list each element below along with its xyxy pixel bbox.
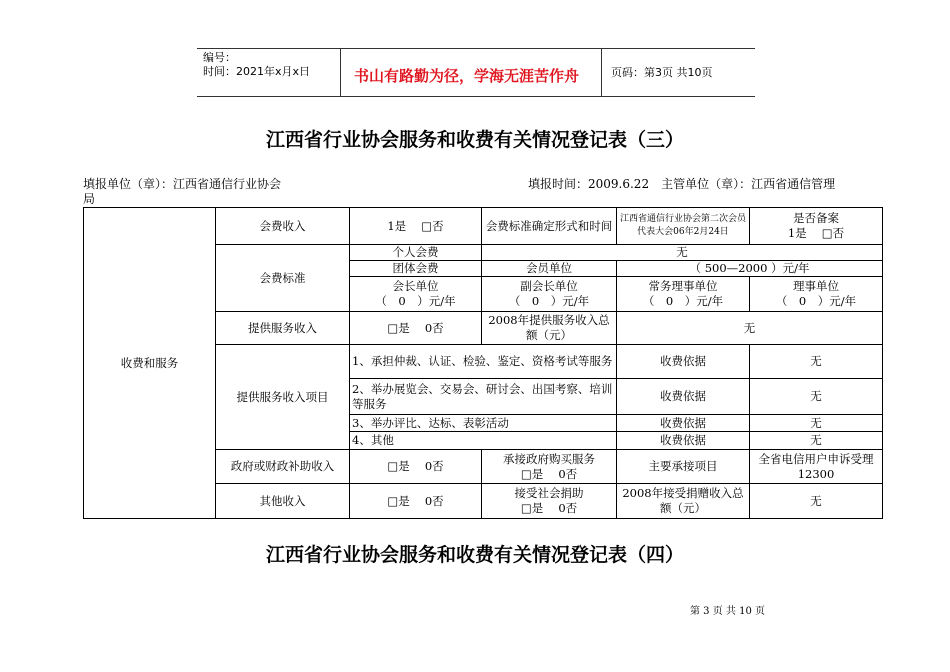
service-item-1-basis-label: 收费依据 xyxy=(617,345,750,379)
service-items-label: 提供服务收入项目 xyxy=(216,345,350,450)
gov-purchase-label: 承接政府购买服务 xyxy=(503,451,595,466)
executive-director-unit xyxy=(617,277,750,312)
individual-fee-value: 无 xyxy=(482,245,883,261)
service-income-choice[interactable]: □是 0否 xyxy=(350,312,482,345)
service-item-2: 2、举办展览会、交易会、研讨会、出国考察、培训等服务 xyxy=(350,379,617,415)
social-donation-label: 接受社会捐助 xyxy=(514,486,584,500)
president-unit xyxy=(350,277,482,312)
gov-subsidy-choice[interactable]: □是 0否 xyxy=(350,450,482,484)
executive-director-unit-value: （ 0 ）元/年 xyxy=(642,294,724,308)
gov-purchase xyxy=(482,450,617,484)
service-item-2-basis: 无 xyxy=(750,379,883,415)
service-income-total-label: 2008年提供服务收入总额（元） xyxy=(482,312,617,345)
service-income-label: 提供服务收入 xyxy=(216,312,350,345)
registration-table xyxy=(83,207,883,519)
director-unit-value: （ 0 ）元/年 xyxy=(775,294,857,308)
group-fee-label: 团体会费 xyxy=(350,261,482,277)
form-title-3: 江西省行业协会服务和收费有关情况登记表（三） xyxy=(265,129,684,151)
section-label: 收费和服务 xyxy=(84,208,216,519)
donation-total-label: 2008年接受捐赠收入总额（元） xyxy=(617,484,750,519)
filing-status-label: 是否备案 xyxy=(793,211,839,225)
document-number: 编号： xyxy=(203,51,236,64)
service-income-total-value: 无 xyxy=(617,312,883,345)
fee-standard-label: 会费标准 xyxy=(216,245,350,312)
service-item-2-basis-label: 收费依据 xyxy=(617,379,750,415)
main-project-value: 全省电信用户申诉受理 12300 xyxy=(750,450,883,484)
membership-income-label: 会费收入 xyxy=(216,208,350,245)
filing-time-supervisor: 填报时间：2009.6.22 主管单位（章）：江西省通信管理 xyxy=(528,177,836,191)
president-unit-value: （ 0 ）元/年 xyxy=(375,294,456,308)
service-item-4-basis: 无 xyxy=(750,432,883,450)
service-item-3-basis: 无 xyxy=(750,415,883,432)
executive-director-unit-label: 常务理事单位 xyxy=(648,279,718,293)
filing-status-choice[interactable]: 1是 □否 xyxy=(787,226,845,240)
social-donation xyxy=(482,484,617,519)
service-item-1-basis: 无 xyxy=(750,345,883,379)
director-unit xyxy=(750,277,883,312)
gov-purchase-choice[interactable]: □是 0否 xyxy=(520,466,578,481)
fee-standard-method-value: 江西省通信行业协会第二次会员代表大会06年2月24日 xyxy=(617,208,750,245)
gov-subsidy-label: 政府或财政补助收入 xyxy=(216,450,350,484)
main-project-label: 主要承接项目 xyxy=(617,450,750,484)
other-income-choice[interactable]: □是 0否 xyxy=(350,484,482,519)
motto: 书山有路勤为径，学海无涯苦作舟 xyxy=(354,67,580,85)
other-income-label: 其他收入 xyxy=(216,484,350,519)
filing-status xyxy=(750,208,883,245)
vice-president-unit xyxy=(482,277,617,312)
donation-total-value: 无 xyxy=(750,484,883,519)
service-item-3: 3、举办评比、达标、表彰活动 xyxy=(350,415,617,432)
service-item-4-basis-label: 收费依据 xyxy=(617,432,750,450)
vice-president-unit-label: 副会长单位 xyxy=(520,279,578,293)
social-donation-choice[interactable]: □是 0否 xyxy=(520,501,578,515)
header-bottom-rule xyxy=(197,96,755,97)
vice-president-unit-value: （ 0 ）元/年 xyxy=(508,294,590,308)
service-item-1: 1、承担仲裁、认证、检验、鉴定、资格考试等服务 xyxy=(350,345,617,379)
filing-unit-wrap: 局 xyxy=(83,192,96,206)
page-footer: 第 3 页 共 10 页 xyxy=(690,606,765,617)
member-unit-label: 会员单位 xyxy=(482,261,617,277)
individual-fee-label: 个人会费 xyxy=(350,245,482,261)
page-indicator: 页码：第3页 共10页 xyxy=(611,66,713,79)
membership-income-choice[interactable]: 1是 □否 xyxy=(350,208,482,245)
service-item-4: 4、其他 xyxy=(350,432,617,450)
director-unit-label: 理事单位 xyxy=(793,279,839,293)
document-time: 时间：2021年x月x日 xyxy=(203,65,311,78)
filing-unit: 填报单位（章）：江西省通信行业协会 xyxy=(83,177,282,191)
service-item-3-basis-label: 收费依据 xyxy=(617,415,750,432)
president-unit-label: 会长单位 xyxy=(392,279,439,293)
fee-standard-method-label: 会费标准确定形式和时间 xyxy=(482,208,617,245)
member-unit-value: （ 500—2000 ）元/年 xyxy=(617,261,883,277)
form-title-4: 江西省行业协会服务和收费有关情况登记表（四） xyxy=(265,544,684,566)
